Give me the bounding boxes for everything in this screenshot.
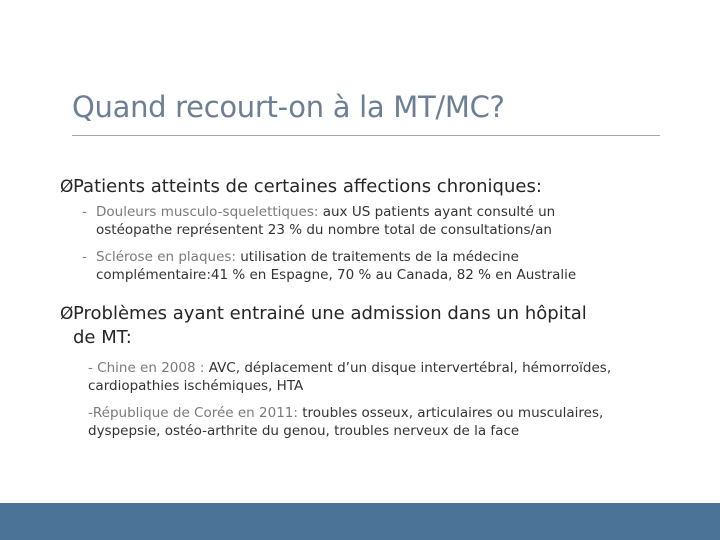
sub-item-text-continued: cardiopathies ischémiques, HTA — [88, 378, 304, 394]
title-divider — [72, 135, 660, 136]
bullet-hospital-admission — [60, 302, 660, 349]
sub-item-text: utilisation de traitements de la médecine — [235, 249, 519, 265]
sub-item-korea — [88, 404, 688, 440]
bullet-chronic-conditions — [60, 175, 680, 199]
sub-item-text: troubles osseux, articulaires ou musculaires, — [297, 405, 604, 421]
slide-title: Quand recourt-on à la MT/MC? — [72, 90, 505, 124]
sub-item-text: aux US patients ayant consulté un — [318, 204, 556, 220]
sub-item-multiple-sclerosis — [82, 248, 682, 284]
sub-item-text: AVC, déplacement d’un disque intervertébral, hémorroïdes, — [204, 360, 612, 376]
bullet-text-continued: de MT: — [73, 327, 132, 348]
arrow-bullet-icon: Ø — [60, 304, 74, 324]
sub-item-text-continued: complémentaire:41 % en Espagne, 70 % au Canada, 82 % en Australie — [96, 267, 577, 283]
sub-item-musculoskeletal — [82, 203, 682, 239]
footer-bar — [0, 503, 720, 540]
bullet-text: Problèmes ayant entrainé une admission dans un hôpital — [73, 303, 587, 324]
sub-item-lead: Douleurs musculo-squelettiques: — [96, 204, 319, 220]
sub-item-china — [88, 359, 688, 395]
sub-item-lead: - Chine en 2008 : — [88, 360, 205, 376]
sub-item-text-continued: dyspepsie, ostéo-arthrite du genou, troubles nerveux de la face — [88, 423, 520, 439]
arrow-bullet-icon: Ø — [60, 177, 74, 197]
dash-marker: - — [82, 249, 87, 265]
dash-marker: - — [82, 204, 87, 220]
sub-item-text-continued: ostéopathe représentent 23 % du nombre total de consultations/an — [96, 222, 552, 238]
sub-item-lead: -République de Corée en 2011: — [88, 405, 298, 421]
bullet-text: Patients atteints de certaines affections chroniques: — [73, 176, 542, 197]
sub-item-lead: Sclérose en plaques: — [96, 249, 236, 265]
